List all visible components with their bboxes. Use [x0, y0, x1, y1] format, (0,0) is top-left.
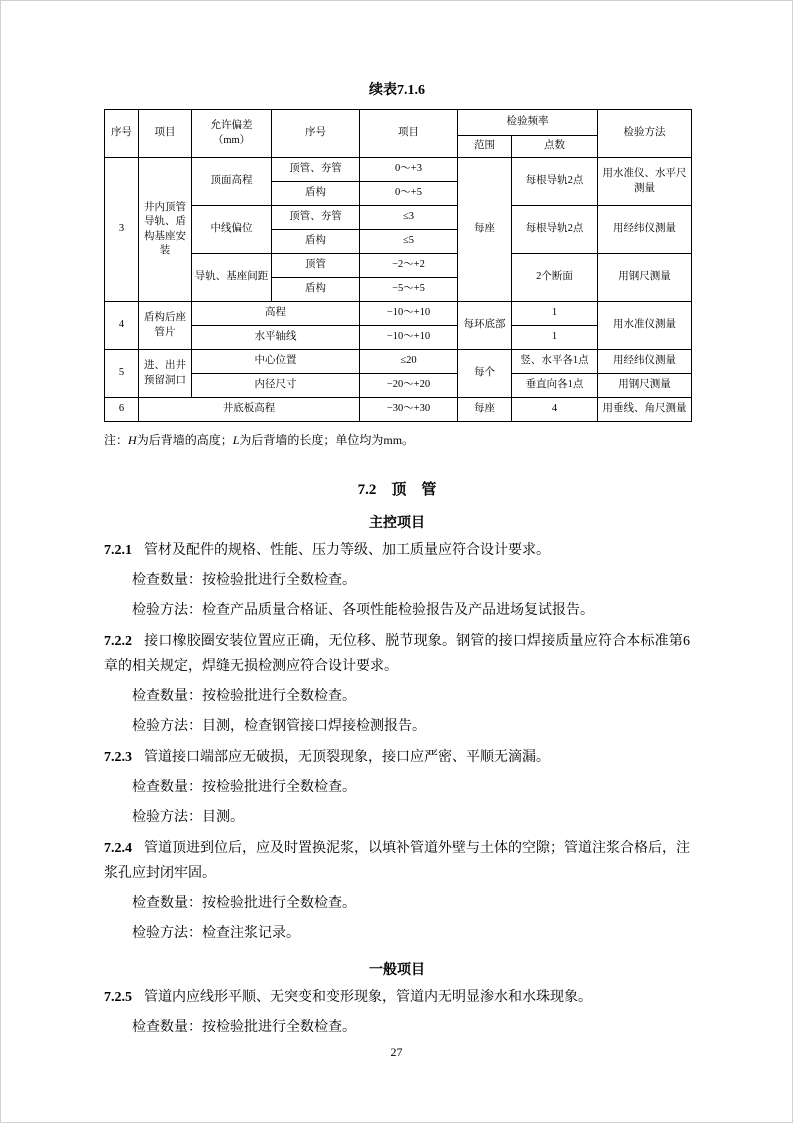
- cell-points: 1: [512, 326, 598, 350]
- clause-detail: 检查数量：按检验批进行全数检查。: [132, 573, 356, 588]
- cell-variant: 盾构: [272, 182, 360, 206]
- cell-value: −5～+5: [360, 278, 458, 302]
- cell-value: −20～+20: [360, 374, 458, 398]
- table-note-mid1: 为后背墙的高度；: [136, 433, 233, 447]
- cell-method: 用经纬仪测量: [598, 350, 692, 374]
- clause-7-2-1: [104, 538, 690, 563]
- cell-value: −10～+10: [360, 302, 458, 326]
- cell-value: −30～+30: [360, 398, 458, 422]
- cell-variant: 盾构: [272, 278, 360, 302]
- table-row: [105, 206, 692, 230]
- cell-subitem: 顶面高程: [192, 158, 272, 206]
- cell-points: 垂直向各1点: [512, 374, 598, 398]
- clause-7-2-2: [104, 629, 690, 679]
- cell-points: 每根导轨2点: [512, 206, 598, 254]
- clause-text: 管材及配件的规格、性能、压力等级、加工质量应符合设计要求。: [144, 543, 550, 558]
- clause-number: 7.2.5: [104, 990, 132, 1005]
- cell-points: 2个断面: [512, 254, 598, 302]
- section-heading-7-2: 7.2 顶 管: [357, 482, 437, 498]
- clause-detail: 检验方法：目测，检查钢管接口焊接检测报告。: [132, 719, 426, 734]
- table-note-var-l: L: [232, 433, 240, 447]
- clause-detail: 检查数量：按检验批进行全数检查。: [132, 780, 356, 795]
- cell-subitem: 中心位置: [192, 350, 360, 374]
- clause-number: 7.2.4: [104, 841, 132, 856]
- header-deviation: [192, 110, 272, 158]
- cell-subitem: 内径尺寸: [192, 374, 360, 398]
- clause-text: 管道接口端部应无破损，无顶裂现象，接口应严密、平顺无滴漏。: [144, 750, 550, 765]
- cell-item: 进、出井预留洞口: [139, 350, 192, 398]
- table-note: [104, 431, 690, 448]
- table-row: [105, 254, 692, 278]
- cell-seq: 4: [105, 302, 139, 350]
- cell-seq: 5: [105, 350, 139, 398]
- clause-detail: 检查数量：按检验批进行全数检查。: [132, 896, 356, 911]
- cell-variant: 顶管、夯管: [272, 158, 360, 182]
- cell-points: 每根导轨2点: [512, 158, 598, 206]
- table-note-var-h: H: [128, 433, 137, 447]
- cell-value: 0～+5: [360, 182, 458, 206]
- cell-points: 1: [512, 302, 598, 326]
- cell-variant: 盾构: [272, 230, 360, 254]
- table-caption: 续表7.1.6: [369, 83, 425, 98]
- cell-points: 4: [512, 398, 598, 422]
- header-deviation-line1: 允许偏差: [210, 120, 253, 132]
- table-row: [105, 158, 692, 182]
- table-row: [105, 350, 692, 374]
- cell-value: −2～+2: [360, 254, 458, 278]
- clause-detail: 检验方法：检查产品质量合格证、各项性能检验报告及产品进场复试报告。: [132, 603, 594, 618]
- clause-detail: 检查数量：按检验批进行全数检查。: [132, 689, 356, 704]
- cell-value: ≤20: [360, 350, 458, 374]
- clause-7-2-3: [104, 745, 690, 770]
- table-row: [105, 398, 692, 422]
- cell-variant: 顶管: [272, 254, 360, 278]
- header-range: 范围: [458, 136, 512, 158]
- cell-item: 盾构后座管片: [139, 302, 192, 350]
- header-points: 点数: [512, 136, 598, 158]
- cell-variant: 顶管、夯管: [272, 206, 360, 230]
- cell-range: 每座: [458, 158, 512, 302]
- table-note-mid2: 为后背墙的长度；单位均为mm。: [239, 433, 415, 447]
- cell-range: 每座: [458, 398, 512, 422]
- header-deviation-line2: （mm）: [212, 134, 251, 146]
- cell-value: 0～+3: [360, 158, 458, 182]
- cell-seq: 6: [105, 398, 139, 422]
- cell-value: ≤3: [360, 206, 458, 230]
- subheading-main-items: 主控项目: [369, 516, 425, 531]
- cell-method: 用钢尺测量: [598, 254, 692, 302]
- header-seq2: 序号: [272, 110, 360, 158]
- cell-method: 用水准仪测量: [598, 302, 692, 350]
- header-frequency: 检验频率: [458, 110, 598, 136]
- table-row: [105, 302, 692, 326]
- cell-item: 井底板高程: [139, 398, 360, 422]
- clause-7-2-5: [104, 985, 690, 1010]
- clause-text: 管道内应线形平顺、无突变和变形现象，管道内无明显渗水和水珠现象。: [144, 990, 592, 1005]
- deviation-table: [104, 109, 692, 422]
- cell-subitem: 高程: [192, 302, 360, 326]
- cell-value: ≤5: [360, 230, 458, 254]
- cell-method: 用钢尺测量: [598, 374, 692, 398]
- table-row: [105, 374, 692, 398]
- clause-detail: 检查数量：按检验批进行全数检查。: [132, 1020, 356, 1035]
- cell-points: 竖、水平各1点: [512, 350, 598, 374]
- clause-number: 7.2.3: [104, 750, 132, 765]
- cell-seq: 3: [105, 158, 139, 302]
- cell-item: 井内顶管导轨、盾构基座安装: [139, 158, 192, 302]
- subheading-general-items: 一般项目: [369, 963, 425, 978]
- clause-detail: 检验方法：检查注浆记录。: [132, 926, 300, 941]
- clause-text: 管道顶进到位后，应及时置换泥浆，以填补管道外壁与土体的空隙；管道注浆合格后，注浆孔应封闭牢固。: [104, 841, 690, 881]
- cell-method: 用垂线、角尺测量: [598, 398, 692, 422]
- clause-7-2-4: [104, 836, 690, 886]
- page-number: 27: [390, 1045, 403, 1059]
- cell-method: 用水准仪、水平尺测量: [598, 158, 692, 206]
- cell-range: 每个: [458, 350, 512, 398]
- header-method: 检验方法: [598, 110, 692, 158]
- cell-subitem: 水平轴线: [192, 326, 360, 350]
- header-item2: 项目: [360, 110, 458, 158]
- clause-number: 7.2.1: [104, 543, 132, 558]
- cell-method: 用经纬仪测量: [598, 206, 692, 254]
- clause-number: 7.2.2: [104, 634, 132, 649]
- clause-detail: 检验方法：目测。: [132, 810, 244, 825]
- clause-text: 接口橡胶圈安装位置应正确，无位移、脱节现象。钢管的接口焊接质量应符合本标准第6章的相关规定，焊缝无损检测应符合设计要求。: [104, 634, 690, 674]
- cell-subitem: 中线偏位: [192, 206, 272, 254]
- cell-range: 每环底部: [458, 302, 512, 350]
- cell-value: −10～+10: [360, 326, 458, 350]
- header-seq: 序号: [105, 110, 139, 158]
- header-item: 项目: [139, 110, 192, 158]
- table-note-prefix: 注：: [104, 433, 129, 447]
- cell-subitem: 导轨、基座间距: [192, 254, 272, 302]
